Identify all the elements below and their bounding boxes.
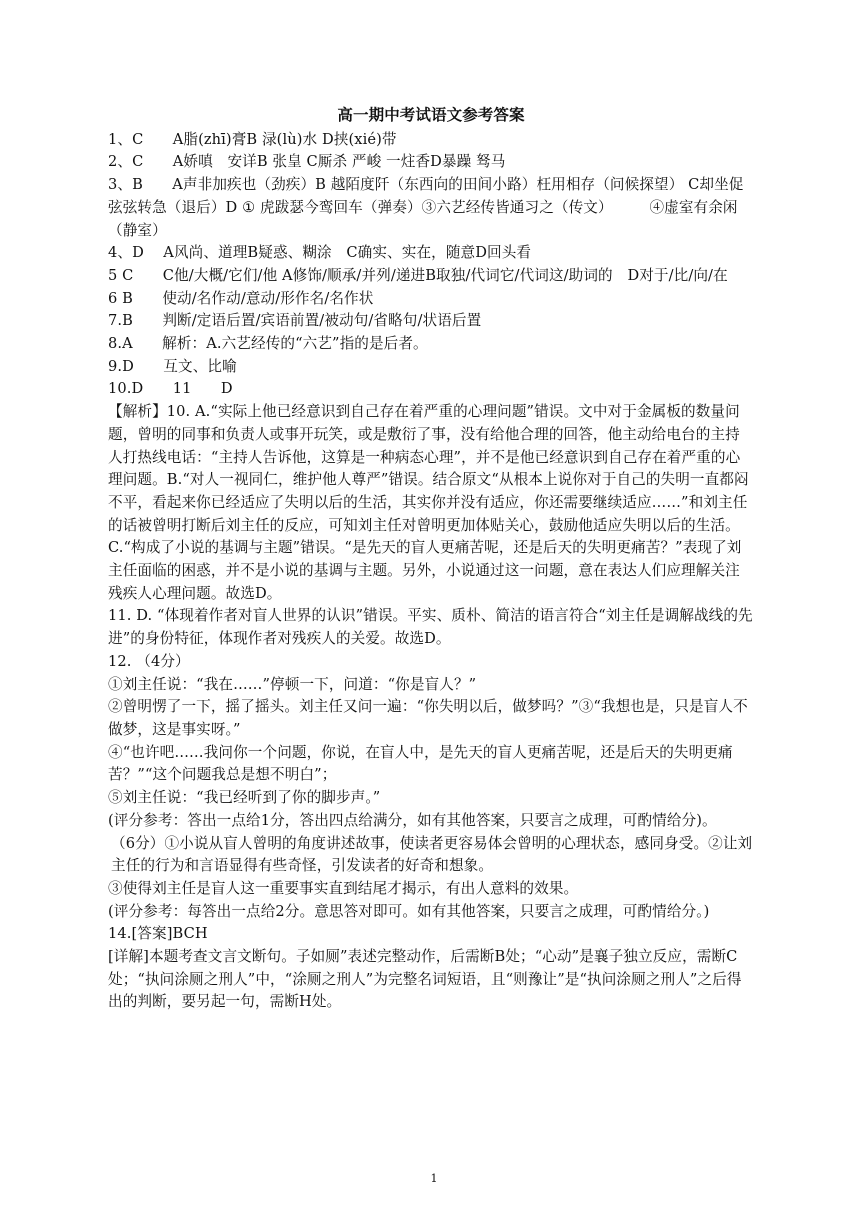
answer-line-10-11: 10.D 11 D [108, 380, 233, 398]
question-14-answer: 14.[答案]BCH [108, 925, 208, 943]
document-title: 高一期中考试语文参考答案 [337, 106, 525, 124]
question-12-point-1: ①刘主任说：“我在……”停顿一下，问道：“你是盲人？” [108, 675, 477, 693]
question-12-point-2-3: ②曾明愣了一下，摇了摇头。刘主任又问一遍：“你失明以后，做梦吗？”③“我想也是，只是盲人不做梦，这是事实呀。” [108, 698, 748, 738]
question-12-point-4: ④“也许吧……我问你一个问题，你说，在盲人中，是先天的盲人更痛苦呢，还是后天的失明更痛苦？”“这个问题我总是想不明白”； [108, 743, 733, 784]
question-13-point-3: ③使得刘主任是盲人这一重要事实直到结尾才揭示，有出人意料的效果。 [108, 879, 579, 897]
analysis-10: 【解析】10. A.“实际上他已经意识到自己存在着严重的心理问题”错误。文中对于金属板的数量问题，曾明的同事和负责人或事开玩笑，或是敷衍了事，没有给他合理的回答，他主动给电台的主持人打热线电话：“主持人告诉他，这算是一种病态心理”，并不是他已经意识到自己存在着严重的心理问题。B.“对人一视同仁，维护他人尊严”错误。结合原文“从根本上说你对于自己的失明一直都闷不平，看起来你已经适应了失明以后的生活，其实你并没有适应，你还需要继续适应……”和刘主任的话被曾明打断后刘主任的反应，可知刘主任对曾明更加体贴关心，鼓励他适应失明以后的生活。C.“构成了小说的基调与主题”错误。“是先天的盲人更痛苦呢，还是后天的失明更痛苦？”表现了刘主任面临的困惑，并不是小说的基调与主题。另外，小说通过这一问题，意在表达人们应理解关注残疾人心理问题。故选D。 [108, 403, 749, 602]
scoring-note-13: (评分参考：每答出一点给2分。意思答对即可。如有其他答案，只要言之成理，可酌情给分。) [108, 902, 710, 920]
answer-content [108, 104, 754, 1014]
question-12-heading: 12. （4分） [108, 652, 190, 670]
answer-line-3: 3、B A声非加疾也（劲疾）B 越陌度阡（东西向的田间小路）枉用相存（问候探望） C却坐促弦弦转急（退后）D ① 虎跋瑟今鸾回车（弹奏）③六艺经传皆通习之（传文） ④虚室有余闲（静室） [108, 176, 744, 239]
answer-line-4: 4、D A风尚、道理B疑惑、糊涂 C确实、实在，随意D回头看 [108, 244, 532, 262]
question-14-explanation: [详解]本题考查文言文断句。子如厕”表述完整动作，后需断B处；“心动”是襄子独立反应，需断C处；“执问涂厕之刑人”中，“涂厕之刑人”为完整名词短语，且“则豫让”是“执问涂厕之刑人”之后得出的判断，要另起一句，需断H处。 [108, 948, 742, 1011]
answer-line-8: 8.A 解析：A.六艺经传的“六艺”指的是后者。 [108, 335, 428, 353]
answer-line-1: 1、C A脂(zhī)膏B 渌(lù)水 D挟(xié)带 [108, 130, 397, 148]
answer-line-5: 5 C C他/大概/它们/他 A修饰/顺承/并列/递进B取独/代词它/代词这/助词的 D对于/比/向/在 [108, 266, 728, 284]
answer-line-6: 6 B 使动/名作动/意动/形作名/名作状 [108, 289, 374, 307]
answer-line-9: 9.D 互文、比喻 [108, 357, 237, 375]
answer-line-2: 2、C A娇嗔 安详B 张皇 C厮杀 严峻 一炷香D暴躁 驽马 [108, 153, 506, 171]
page-number: 1 [430, 1172, 438, 1185]
question-12-point-5: ⑤刘主任说：“我已经听到了你的脚步声。” [108, 789, 381, 807]
question-13-answer: （6分）①小说从盲人曾明的角度讲述故事，使读者更容易体会曾明的心理状态，感同身受。②让刘主任的行为和言语显得有些奇怪，引发读者的好奇和想象。 [111, 834, 753, 875]
analysis-11: 11. D. “体现着作者对盲人世界的认识”错误。平实、质朴、简洁的语言符合“刘主任是调解战线的先进”的身份特征，体现作者对残疾人的关爱。故选D。 [108, 607, 753, 648]
answer-line-7: 7.B 判断/定语后置/宾语前置/被动句/省略句/状语后置 [108, 312, 482, 330]
scoring-note-12: (评分参考：答出一点给1分，答出四点给满分，如有其他答案，只要言之成理，可酌情给分)。 [108, 811, 717, 829]
